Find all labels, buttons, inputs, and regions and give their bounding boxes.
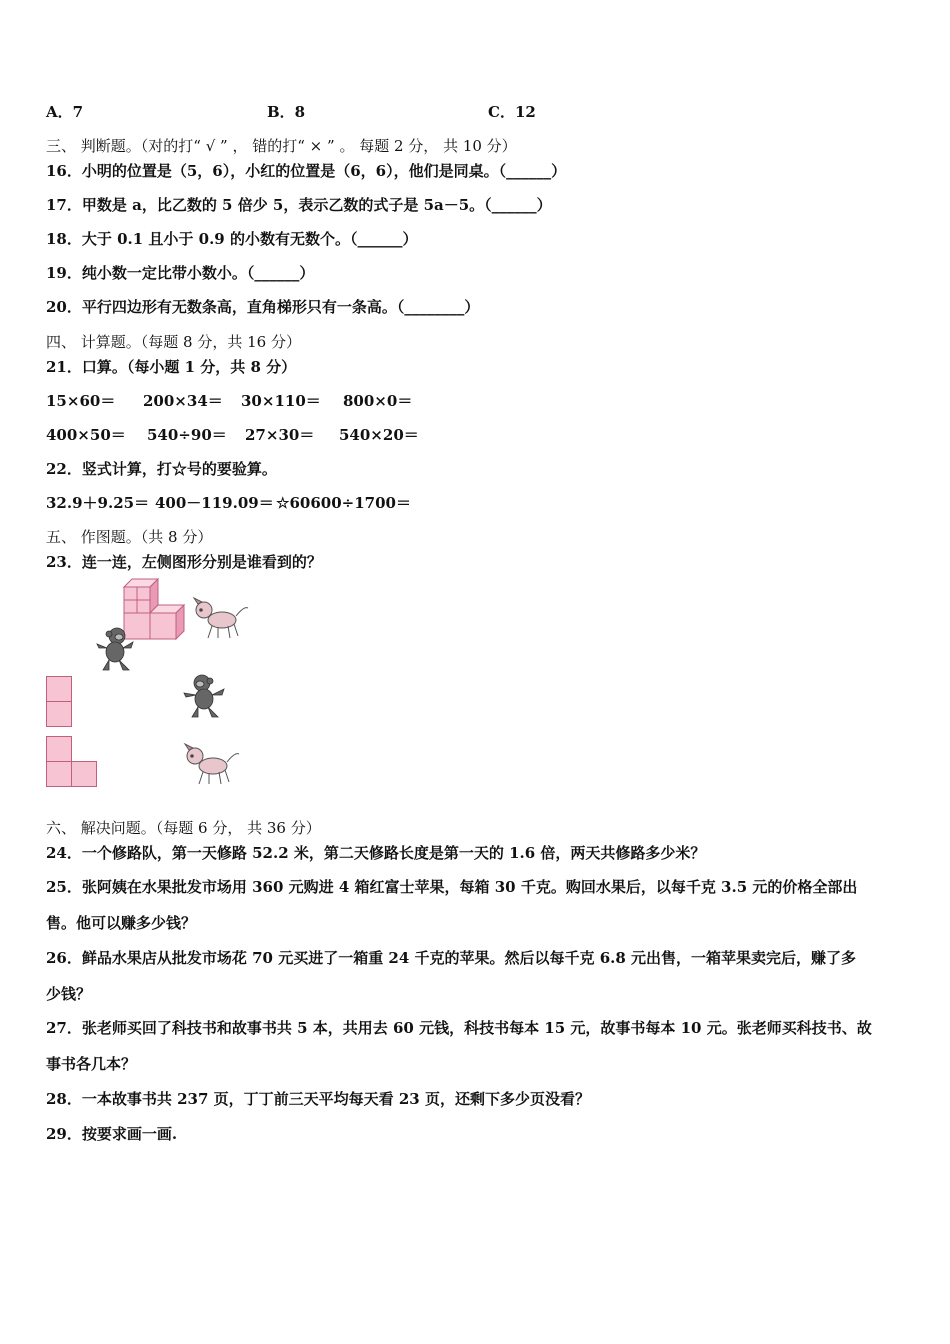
question-26-line-2: 少钱？ — [46, 985, 92, 1003]
question-19: 19．纯小数一定比带小数小。（______） — [46, 264, 315, 282]
section-6-title: 六、 解决问题。（每题 6 分， 共 36 分） — [46, 819, 321, 837]
calc-item: 32.9＋9.25＝ — [46, 494, 150, 512]
calc-item: 27×30＝ — [245, 426, 315, 444]
calc-item: 30×110＝ — [241, 392, 321, 410]
question-27-line-1: 27．张老师买回了科技书和故事书共 5 本，共用去 60 元钱，科技书每本 15 元，故事书每本 10 元。张老师买科技书、故 — [46, 1019, 872, 1037]
question-25-line-1: 25．张阿姨在水果批发市场用 360 元购进 4 箱红富士苹果，每箱 30 千克。购回水果后，以每千克 3.5 元的价格全部出 — [46, 878, 858, 896]
question-24: 24．一个修路队，第一天修路 52.2 米，第二天修路长度是第一天的 1.6 倍，两天共修路多少米？ — [46, 844, 706, 862]
question-21: 21．口算。（每小题 1 分，共 8 分） — [46, 358, 297, 376]
question-22: 22．竖式计算，打☆号的要验算。 — [46, 460, 277, 478]
calc-item: 540×20＝ — [339, 426, 419, 444]
question-23: 23．连一连，左侧图形分别是谁看到的？ — [46, 553, 322, 571]
monkey-icon — [93, 626, 137, 672]
section-4-title: 四、 计算题。（每题 8 分，共 16 分） — [46, 333, 301, 351]
calc-item: 540÷90＝ — [147, 426, 227, 444]
calc-item: ☆60600÷1700＝ — [276, 494, 411, 512]
question-29: 29．按要求画一画. — [46, 1125, 178, 1143]
section-5-title: 五、 作图题。（共 8 分） — [46, 528, 213, 546]
question-18: 18．大于 0.1 且小于 0.9 的小数有无数个。（______） — [46, 230, 418, 248]
question-20: 20．平行四边形有无数条高，直角梯形只有一条高。（________） — [46, 298, 480, 316]
calc-item: 15×60＝ — [46, 392, 116, 410]
question-28: 28．一本故事书共 237 页，丁丁前三天平均每天看 23 页，还剩下多少页没看？ — [46, 1090, 590, 1108]
option-a: A．7 — [46, 103, 84, 121]
option-b: B．8 — [267, 103, 306, 121]
section-3-title: 三、 判断题。（对的打“ √ ” ， 错的打“ × ” 。 每题 2 分， 共 10 分） — [46, 137, 517, 155]
calc-item: 400×50＝ — [46, 426, 126, 444]
question-27-line-2: 事书各几本？ — [46, 1055, 137, 1073]
question-16: 16．小明的位置是（5，6），小红的位置是（6，6），他们是同桌。（______） — [46, 162, 567, 180]
dog-icon — [190, 596, 250, 640]
calc-item: 200×34＝ — [143, 392, 223, 410]
calc-item: 400－119.09＝ — [155, 494, 274, 512]
question-26-line-1: 26．鲜品水果店从批发市场花 70 元买进了一箱重 24 千克的苹果。然后以每千克 6.8 元出售，一箱苹果卖完后，赚了多 — [46, 949, 857, 967]
dog-icon — [181, 742, 241, 786]
view-figure-1 — [46, 676, 72, 728]
view-figure-2 — [46, 736, 98, 788]
monkey-icon — [182, 673, 226, 719]
question-25-line-2: 售。他可以赚多少钱？ — [46, 914, 197, 932]
question-17: 17．甲数是 a，比乙数的 5 倍少 5，表示乙数的式子是 5a－5。（______） — [46, 196, 552, 214]
option-c: C．12 — [488, 103, 536, 121]
calc-item: 800×0＝ — [343, 392, 413, 410]
